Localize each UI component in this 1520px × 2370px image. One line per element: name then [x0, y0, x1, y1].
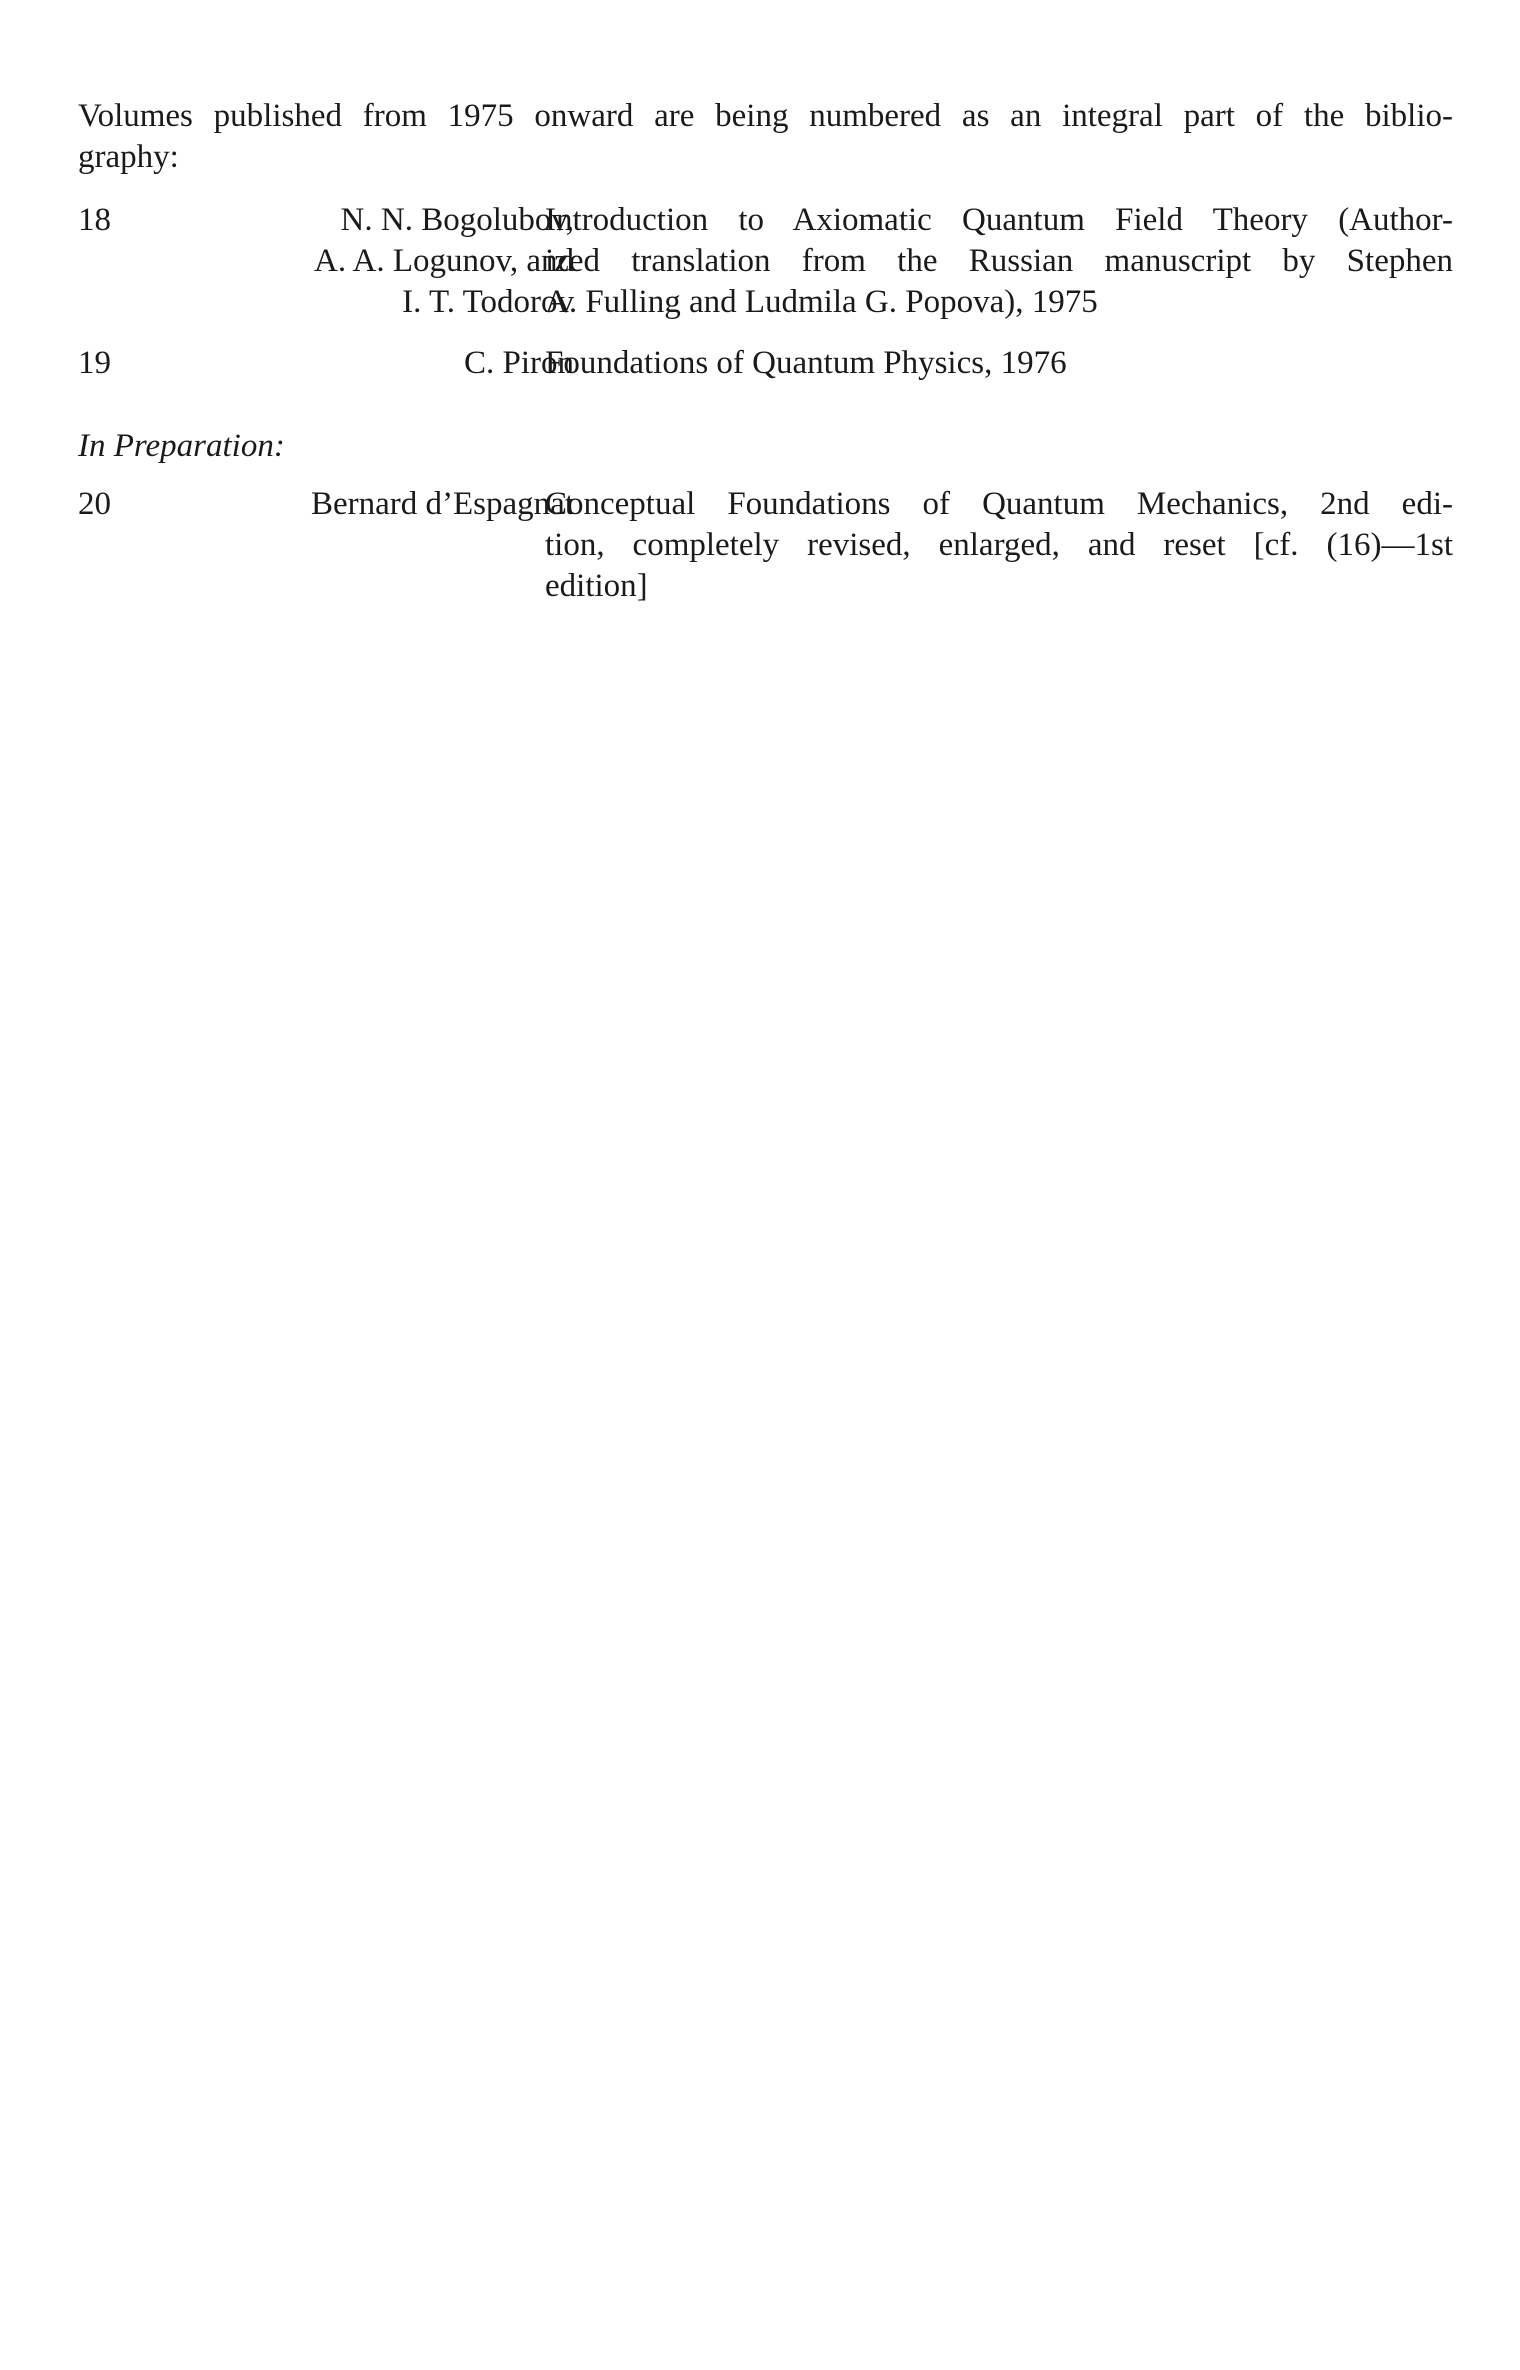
entry-authors	[178, 343, 574, 384]
title-line: tion, completely revised, enlarged, and reset [cf. (16)—1st	[545, 527, 1453, 563]
entry-title	[545, 200, 1453, 323]
entry-authors	[178, 484, 574, 525]
author-line: N. N. Bogolubov,	[340, 202, 574, 238]
volume-number: 19	[78, 345, 111, 381]
author-line: A. A. Logunov, and	[313, 243, 574, 279]
title-line: edition]	[545, 568, 648, 604]
author-line: I. T. Todorov	[402, 284, 574, 320]
title-line: ized translation from the Russian manuscript by Stephen	[545, 243, 1453, 279]
entry-authors	[178, 200, 574, 323]
section-heading: In Preparation:	[78, 428, 285, 464]
intro-line-2: graphy:	[78, 139, 179, 175]
intro-line-1: Volumes published from 1975 onward are being numbered as an integral part of the biblio-	[78, 98, 1453, 134]
volume-number: 20	[78, 486, 111, 522]
intro-paragraph	[78, 96, 1453, 178]
title-line: Conceptual Foundations of Quantum Mechanics, 2nd edi-	[545, 486, 1453, 522]
entry-title	[545, 484, 1453, 607]
author-line: Bernard d’Espagnat	[311, 486, 574, 522]
title-line: Introduction to Axiomatic Quantum Field Theory (Author-	[545, 202, 1453, 238]
title-line: Foundations of Quantum Physics, 1976	[545, 345, 1067, 381]
author-line: C. Piron	[463, 345, 574, 381]
volume-number: 18	[78, 202, 111, 238]
title-line: A. Fulling and Ludmila G. Popova), 1975	[545, 284, 1098, 320]
entry-title	[545, 343, 1453, 384]
